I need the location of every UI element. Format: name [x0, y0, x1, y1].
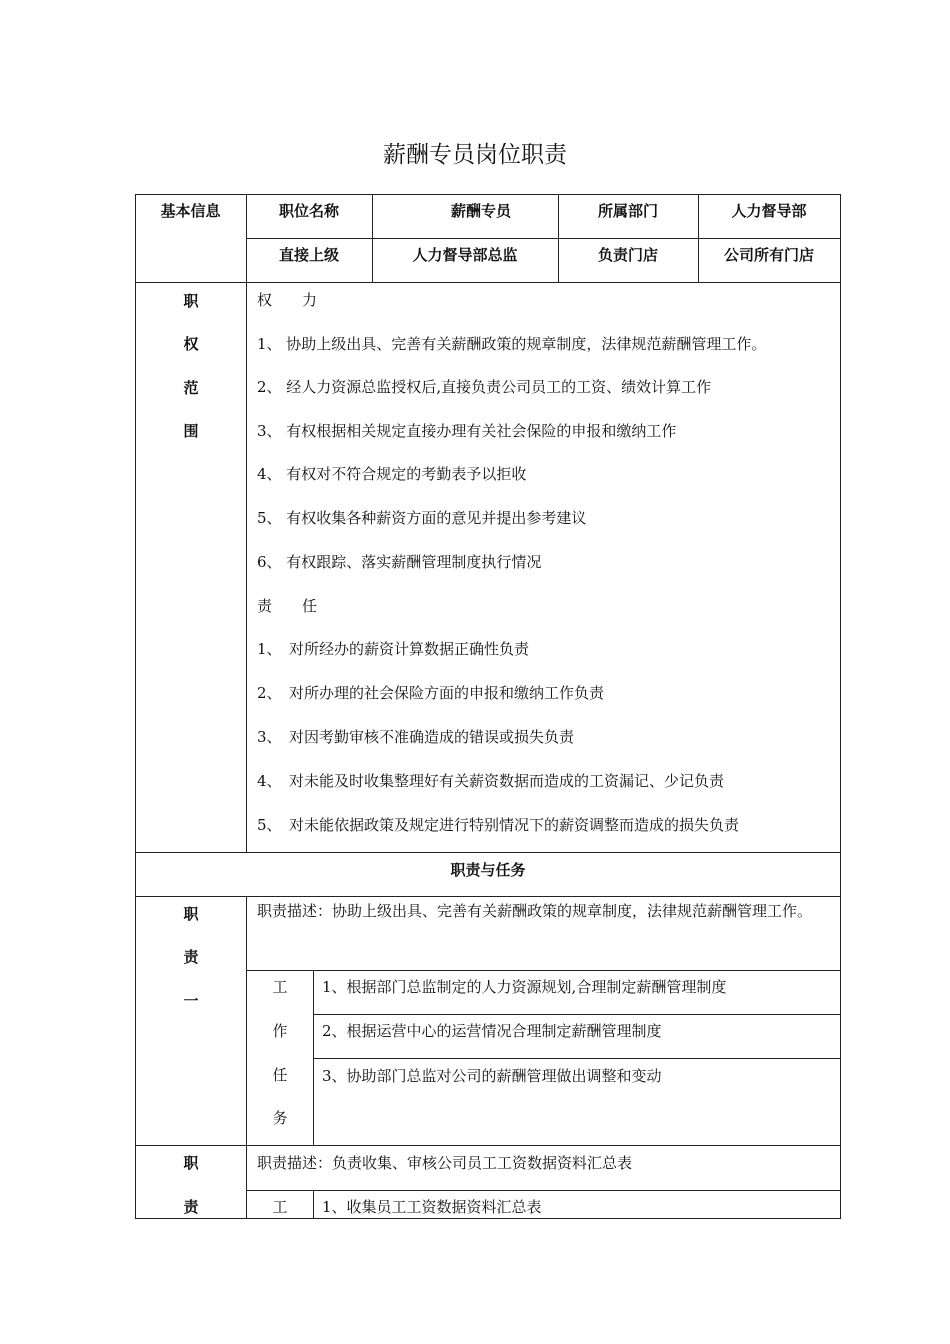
position-name-value: 薪酬专员: [450, 202, 511, 220]
store-value: 公司所有门店: [723, 246, 814, 264]
responsibility-item: 1、 对所经办的薪资计算数据正确性负责: [257, 640, 530, 658]
responsibility-item: 5、 对未能依据政策及规定进行特别情况下的薪资调整而造成的损失负责: [257, 816, 740, 834]
scope-label-char: 权: [183, 335, 199, 353]
duty1-task-label-char: 工: [272, 978, 288, 996]
scope-label-char: 范: [183, 379, 199, 397]
supervisor-value: 人力督导部总监: [412, 246, 518, 264]
duty2-label-char: 职: [183, 1154, 199, 1172]
power-item: 5、 有权收集各种薪资方面的意见并提出参考建议: [257, 509, 587, 527]
power-item: 3、 有权根据相关规定直接办理有关社会保险的申报和缴纳工作: [257, 422, 677, 440]
store-label: 负责门店: [597, 246, 658, 264]
department-value: 人力督导部: [731, 202, 807, 220]
responsibility-item: 2、 对所办理的社会保险方面的申报和缴纳工作负责: [257, 684, 605, 702]
duty1-task-label-char: 任: [272, 1066, 288, 1084]
power-item: 6、 有权跟踪、落实薪酬管理制度执行情况: [257, 553, 542, 571]
power-item: 4、 有权对不符合规定的考勤表予以拒收: [257, 465, 527, 483]
responsibility-item: 4、 对未能及时收集整理好有关薪资数据而造成的工资漏记、少记负责: [257, 772, 725, 790]
duty1-task-label-char: 作: [272, 1022, 288, 1040]
power-item: 2、 经人力资源总监授权后,直接负责公司员工的工资、绩效计算工作: [257, 378, 712, 396]
power-item: 1、 协助上级出具、完善有关薪酬政策的规章制度，法律规范薪酬管理工作。: [257, 335, 767, 353]
scope-label-char: 围: [183, 422, 199, 440]
duty2-task-item: 1、收集员工工资数据资料汇总表: [322, 1198, 542, 1216]
duty2-description: 职责描述：负责收集、审核公司员工工资数据资料汇总表: [257, 1154, 633, 1172]
duty1-label-char: 一: [183, 992, 199, 1010]
department-label: 所属部门: [597, 202, 658, 220]
duty1-task-item: 3、协助部门总监对公司的薪酬管理做出调整和变动: [322, 1067, 662, 1085]
scope-label-char: 职: [183, 292, 199, 310]
duty1-task-item: 2、根据运营中心的运营情况合理制定薪酬管理制度: [322, 1022, 662, 1040]
basic-info-label: 基本信息: [160, 202, 221, 220]
duty2-label-char: 责: [183, 1198, 199, 1216]
power-heading: 权 力: [257, 291, 318, 309]
duty1-label-char: 责: [183, 948, 199, 966]
duty1-task-label-char: 务: [272, 1109, 288, 1127]
duty1-label-char: 职: [183, 905, 199, 923]
duty1-task-item: 1、根据部门总监制定的人力资源规划,合理制定薪酬管理制度: [322, 978, 727, 996]
responsibility-heading: 责 任: [257, 597, 318, 615]
document-title: 薪酬专员岗位职责: [383, 142, 567, 168]
duty2-task-label-char: 工: [272, 1198, 288, 1216]
responsibility-item: 3、 对因考勤审核不准确造成的错误或损失负责: [257, 728, 575, 746]
supervisor-label: 直接上级: [278, 246, 339, 264]
duty1-description: 职责描述：协助上级出具、完善有关薪酬政策的规章制度，法律规范薪酬管理工作。: [257, 902, 813, 920]
section-header: 职责与任务: [450, 861, 526, 879]
position-name-label: 职位名称: [278, 202, 339, 220]
